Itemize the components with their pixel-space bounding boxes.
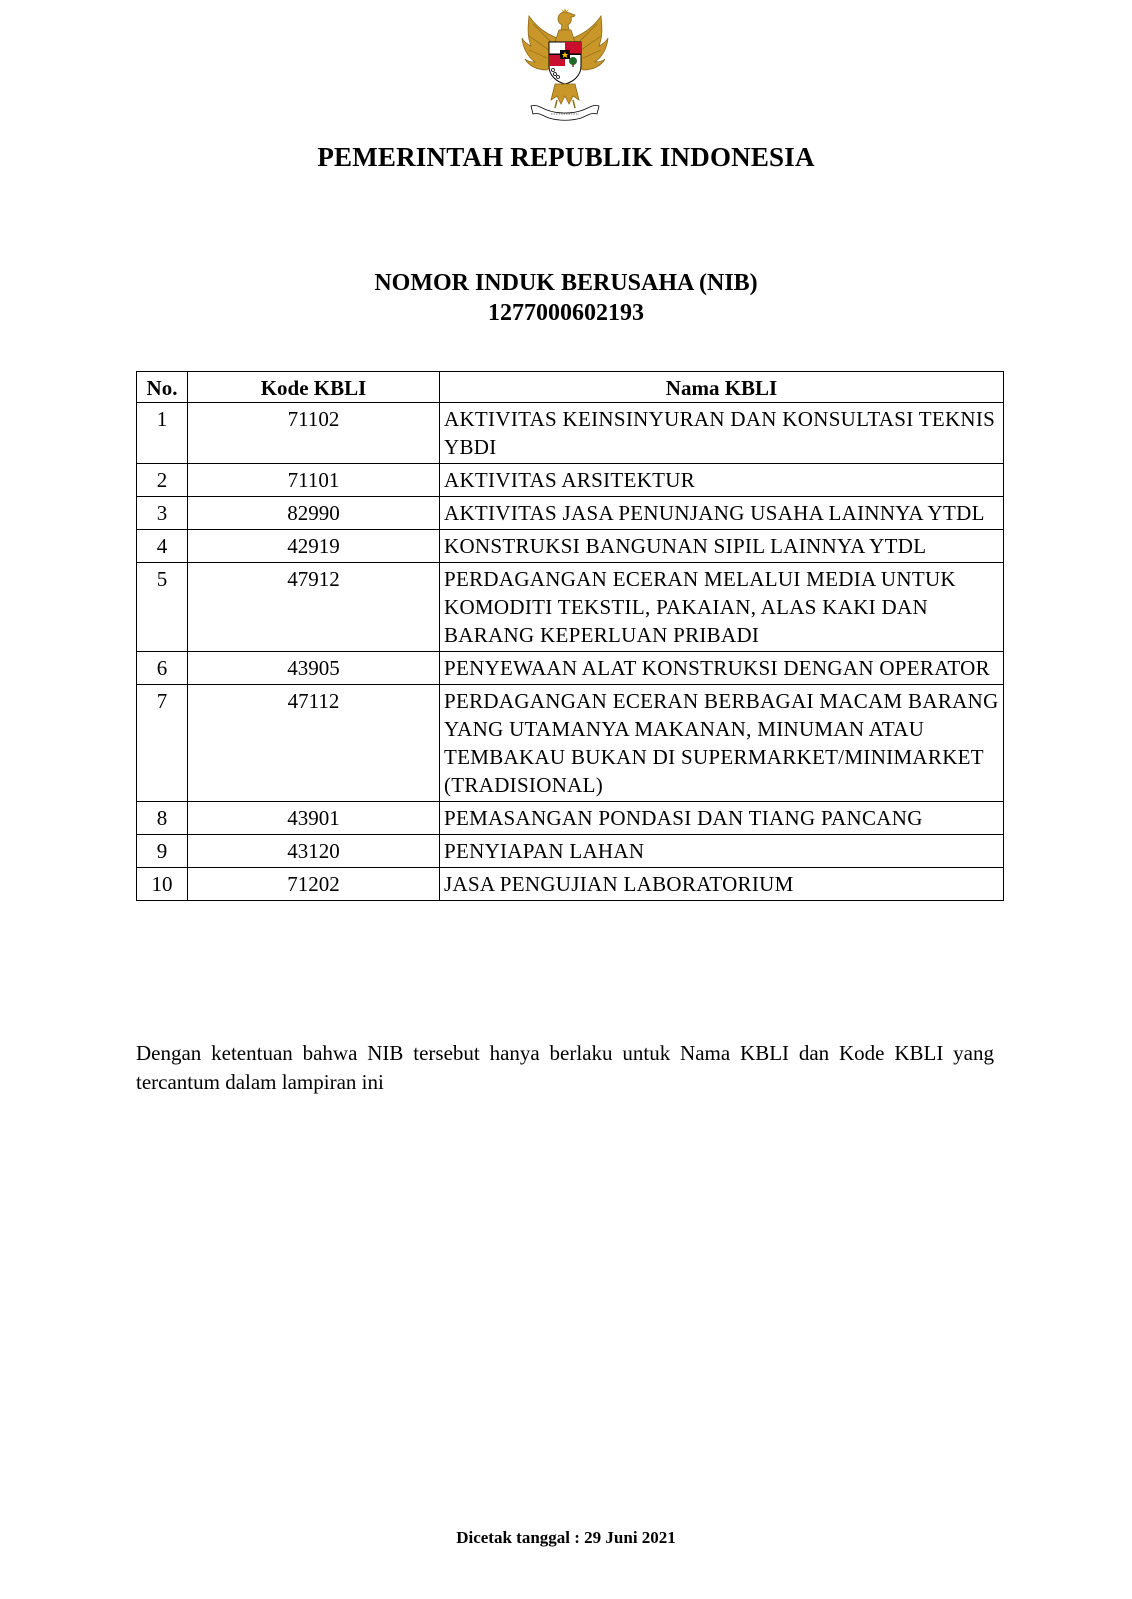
validity-note: Dengan ketentuan bahwa NIB tersebut hanya berlaku untuk Nama KBLI dan Kode KBLI yang tercantum dalam lampiran ini [136, 1041, 994, 1094]
kbli-code: 71202 [188, 868, 440, 901]
kbli-table [136, 371, 1004, 901]
row-number: 10 [137, 868, 188, 901]
column-header-kode-kbli: Kode KBLI [188, 372, 440, 403]
table-row [137, 563, 1004, 652]
kbli-name: PERDAGANGAN ECERAN MELALUI MEDIA UNTUK KOMODITI TEKSTIL, PAKAIAN, ALAS KAKI DAN BARANG KEPERLUAN PRIBADI [440, 563, 1004, 652]
kbli-name: AKTIVITAS JASA PENUNJANG USAHA LAINNYA YTDL [440, 497, 1004, 530]
kbli-name: AKTIVITAS ARSITEKTUR [440, 464, 1004, 497]
kbli-name: KONSTRUKSI BANGUNAN SIPIL LAINNYA YTDL [440, 530, 1004, 563]
kbli-code: 71102 [188, 403, 440, 464]
column-header-nama-kbli: Nama KBLI [440, 372, 1004, 403]
column-header-no: No. [137, 372, 188, 403]
kbli-name: JASA PENGUJIAN LABORATORIUM [440, 868, 1004, 901]
row-number: 1 [137, 403, 188, 464]
table-row [137, 530, 1004, 563]
kbli-code: 47112 [188, 685, 440, 802]
kbli-code: 71101 [188, 464, 440, 497]
table-row [137, 652, 1004, 685]
table-row [137, 403, 1004, 464]
row-number: 9 [137, 835, 188, 868]
garuda-pancasila-emblem-icon [517, 8, 613, 124]
kbli-code: 82990 [188, 497, 440, 530]
kbli-code: 43905 [188, 652, 440, 685]
table-row [137, 802, 1004, 835]
kbli-code: 43901 [188, 802, 440, 835]
kbli-name: AKTIVITAS KEINSINYURAN DAN KONSULTASI TEKNIS YBDI [440, 403, 1004, 464]
kbli-code: 47912 [188, 563, 440, 652]
row-number: 3 [137, 497, 188, 530]
table-row [137, 868, 1004, 901]
kbli-code: 43120 [188, 835, 440, 868]
printed-date: Dicetak tanggal : 29 Juni 2021 [456, 1528, 676, 1547]
table-row [137, 685, 1004, 802]
row-number: 2 [137, 464, 188, 497]
kbli-name: PEMASANGAN PONDASI DAN TIANG PANCANG [440, 802, 1004, 835]
kbli-name: PERDAGANGAN ECERAN BERBAGAI MACAM BARANG YANG UTAMANYA MAKANAN, MINUMAN ATAU TEMBAKAU BUKAN DI SUPERMARKET/MINIMARKET (TRADISIONAL) [440, 685, 1004, 802]
table-row [137, 497, 1004, 530]
kbli-code: 42919 [188, 530, 440, 563]
government-title: PEMERINTAH REPUBLIK INDONESIA [317, 142, 815, 172]
row-number: 8 [137, 802, 188, 835]
kbli-name: PENYIAPAN LAHAN [440, 835, 1004, 868]
nib-heading [0, 268, 1132, 328]
table-row [137, 835, 1004, 868]
row-number: 7 [137, 685, 188, 802]
row-number: 6 [137, 652, 188, 685]
nib-number: 1277000602193 [488, 300, 644, 326]
table-header-row [137, 372, 1004, 403]
document-title: NOMOR INDUK BERUSAHA (NIB) [374, 270, 758, 296]
row-number: 5 [137, 563, 188, 652]
kbli-name: PENYEWAAN ALAT KONSTRUKSI DENGAN OPERATOR [440, 652, 1004, 685]
row-number: 4 [137, 530, 188, 563]
table-row [137, 464, 1004, 497]
